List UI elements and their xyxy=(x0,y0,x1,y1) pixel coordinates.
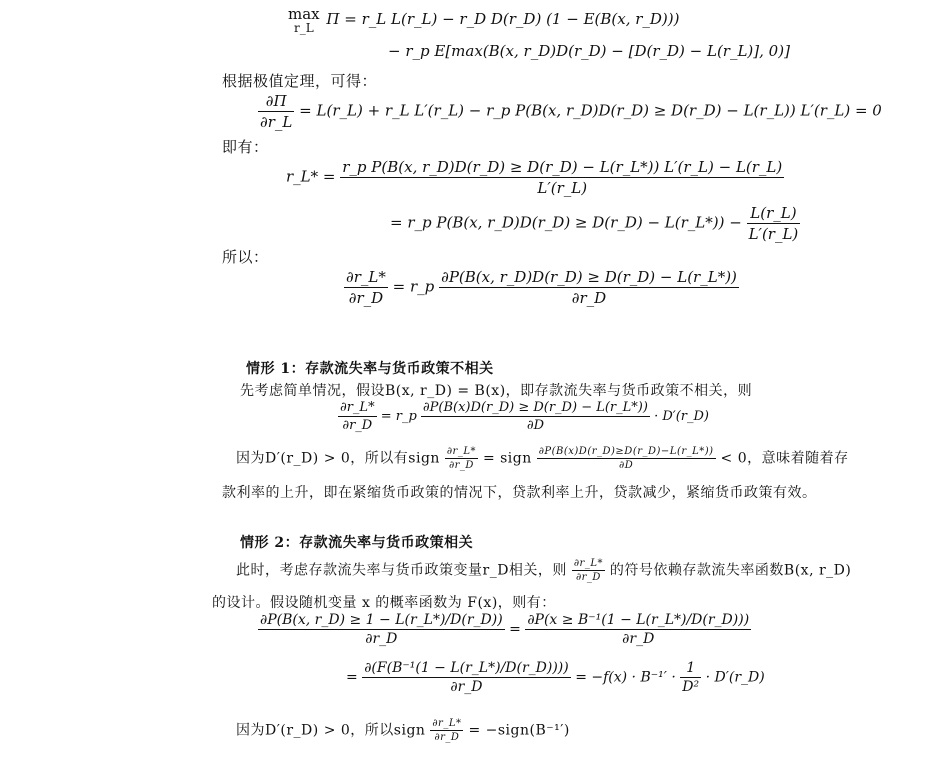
case2-eq2-tail-fraction xyxy=(680,660,701,695)
optimal-rate-line2-fraction xyxy=(747,204,801,243)
case2-eq1-equals: = xyxy=(509,621,521,638)
case2-eq2-tail-b: · D′(r_D) xyxy=(705,669,765,686)
case2-eq1-rhs-fraction xyxy=(525,612,751,647)
case2-eq2-denominator: ∂r_D xyxy=(450,679,483,695)
case2-text1-part-a: 此时，考虑存款流失率与货币政策变量r_D相关，则 xyxy=(236,562,567,579)
derivative-rhs-numerator: ∂P(B(x, r_D)D(r_D) ≥ D(r_D) − L(r_L*)) xyxy=(441,268,737,286)
foc-numerator: ∂Π xyxy=(258,92,294,112)
case1-text1: 先考虑简单情况，假设B(x, r_D) = B(x)，即存款流失率与货币政策不相关，则 xyxy=(240,383,753,399)
case2-text1-denominator: ∂r_D xyxy=(575,572,601,583)
case2-text3-part-b: = −sign(B⁻¹′) xyxy=(468,722,570,739)
optimal-rate-line2-main: = r_p P(B(x, r_D)D(r_D) ≥ D(r_D) − L(r_L*)) − xyxy=(390,213,742,232)
case1-sign-denominator: ∂r_D xyxy=(448,460,474,471)
case1-lhs-fraction xyxy=(338,400,377,433)
case1-lhs-denominator: ∂r_D xyxy=(342,418,373,433)
derivative-lhs-fraction xyxy=(344,268,388,307)
case2-eq2-tail-numerator: 1 xyxy=(680,660,701,678)
case1-lhs-numerator: ∂r_L* xyxy=(340,400,375,415)
derivative-rhs-denominator: ∂r_D xyxy=(571,289,607,307)
case2-eq2-tail-a: = −f(x) · B⁻¹′ · xyxy=(575,669,676,686)
case1-rhs-fraction xyxy=(421,400,650,433)
text-therefore: 所以： xyxy=(222,248,269,266)
case1-text2 xyxy=(236,446,849,471)
case1-text2-part-a: 因为D′(r_D) > 0，所以有sign xyxy=(236,450,440,467)
case2-text1-part-b: 的符号依赖存款流失率函数B(x, r_D) xyxy=(609,562,852,579)
case1-sign-numerator: ∂r_L* xyxy=(446,446,476,457)
derivative-lhs-numerator: ∂r_L* xyxy=(346,268,386,286)
optimal-rate-fraction xyxy=(340,158,784,197)
derivative-equation xyxy=(344,268,739,307)
case2-eq2-fraction xyxy=(362,660,571,695)
case2-eq1-lhs-numerator: ∂P(B(x, r_D) ≥ 1 − L(r_L*)/D(r_D)) xyxy=(260,612,503,628)
optimal-rate-numerator: r_p P(B(x, r_D)D(r_D) ≥ D(r_D) − L(r_L*)) L′(r_L) − L(r_L) xyxy=(342,158,783,176)
case1-rhs-denominator: ∂D xyxy=(526,418,544,433)
case1-sign2-fraction xyxy=(537,446,716,471)
case2-text1-numerator: ∂r_L* xyxy=(573,558,603,569)
case2-sign-fraction xyxy=(430,718,463,743)
case2-eq2-numerator: ∂(F(B⁻¹(1 − L(r_L*)/D(r_D)))) xyxy=(364,660,569,676)
case1-tail: · D′(r_D) xyxy=(654,409,709,424)
optimal-rate-equation-line2 xyxy=(390,204,800,243)
case2-eq2-tail-denominator: D² xyxy=(682,679,700,695)
optimal-rate-equation xyxy=(286,158,784,197)
max-subscript: r_L xyxy=(293,21,314,35)
case1-sign2-numerator: ∂P(B(x)D(r_D)≥D(r_D)−L(r_L*)) xyxy=(538,446,714,457)
case2-eq2-equals: = xyxy=(346,669,358,686)
case1-text3: 款利率的上升，即在紧缩货币政策的情况下，贷款利率上升，贷款减少，紧缩货币政策有效。 xyxy=(222,485,817,501)
optimal-rate-line2-numerator: L(r_L) xyxy=(747,204,801,224)
case1-text2-part-c: < 0，意味着随着存 xyxy=(720,450,849,467)
case2-equation1 xyxy=(258,612,751,647)
case1-sign-fraction xyxy=(445,446,478,471)
derivative-rhs-fraction xyxy=(439,268,739,307)
case1-sign2-denominator: ∂D xyxy=(619,460,634,471)
foc-fraction xyxy=(258,92,294,131)
case2-eq1-rhs-denominator: ∂r_D xyxy=(622,631,655,647)
case2-text1 xyxy=(236,558,851,583)
case2-title: 情形 2：存款流失率与货币政策相关 xyxy=(240,535,474,551)
objective-equation-line1 xyxy=(286,6,680,34)
foc-denominator: ∂r_L xyxy=(260,113,293,131)
max-operator xyxy=(286,6,322,34)
optimal-rate-line2-denominator: L′(r_L) xyxy=(748,225,799,243)
text-namely: 即有： xyxy=(222,138,269,156)
case2-eq1-rhs-numerator: ∂P(x ≥ B⁻¹(1 − L(r_L*)/D(r_D))) xyxy=(527,612,750,628)
case2-equation2 xyxy=(346,660,765,695)
objective-equation-body: Π = r_L L(r_L) − r_D D(r_D) (1 − E(B(x, r_D))) xyxy=(326,10,680,28)
derivative-lhs-denominator: ∂r_D xyxy=(348,289,384,307)
objective-equation-line2: − r_p E[max(B(x, r_D)D(r_D) − [D(r_D) − L(r_L)], 0)] xyxy=(388,42,790,60)
case2-text1-fraction xyxy=(572,558,605,583)
case1-equation xyxy=(338,400,709,433)
optimal-rate-lhs: r_L* = xyxy=(286,167,336,186)
case2-sign-numerator: ∂r_L* xyxy=(432,718,462,729)
optimal-rate-denominator: L′(r_L) xyxy=(537,179,588,197)
case2-eq1-lhs-fraction xyxy=(258,612,505,647)
derivative-mid: = r_p xyxy=(392,277,435,296)
case2-text3-part-a: 因为D′(r_D) > 0，所以sign xyxy=(236,722,426,739)
case1-text2-part-b: = sign xyxy=(482,450,532,467)
case2-sign-denominator: ∂r_D xyxy=(434,732,460,743)
foc-equation xyxy=(258,92,882,131)
case1-title: 情形 1：存款流失率与货币政策不相关 xyxy=(246,361,494,377)
case1-mid: = r_p xyxy=(380,409,417,424)
text-extremum-theorem: 根据极值定理，可得： xyxy=(222,72,378,90)
foc-rhs: = L(r_L) + r_L L′(r_L) − r_p P(B(x, r_D)D(r_D) ≥ D(r_D) − L(r_L)) L′(r_L) = 0 xyxy=(299,101,882,120)
case2-text3 xyxy=(236,718,570,743)
max-label: max xyxy=(288,5,320,23)
case2-eq1-lhs-denominator: ∂r_D xyxy=(365,631,398,647)
case1-rhs-numerator: ∂P(B(x)D(r_D) ≥ D(r_D) − L(r_L*)) xyxy=(422,400,648,415)
case2-text2: 的设计。假设随机变量 x 的概率函数为 F(x)，则有： xyxy=(212,595,556,611)
